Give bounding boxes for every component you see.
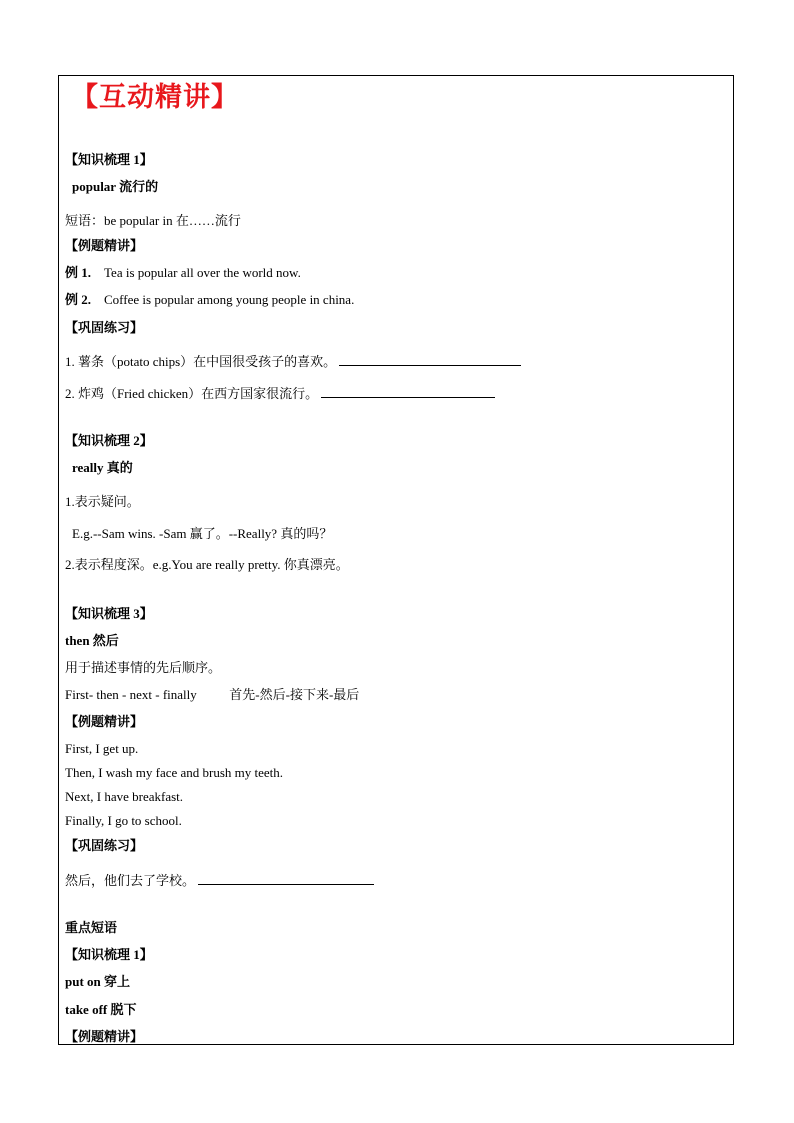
practice-item-1-text: 1. 薯条（potato chips）在中国很受孩子的喜欢。 — [65, 354, 337, 369]
practice-item-2-text: 2. 炸鸡（Fried chicken）在西方国家很流行。 — [65, 386, 319, 401]
practice-item-2 — [65, 386, 495, 402]
answer-blank-3[interactable] — [198, 873, 374, 885]
vocab-really: really 真的 — [72, 460, 133, 475]
vocab-popular: popular 流行的 — [72, 179, 159, 194]
answer-blank-1[interactable] — [339, 354, 521, 366]
examples-heading-3: 【例题精讲】 — [65, 714, 144, 729]
practice-heading-3: 【巩固练习】 — [65, 838, 144, 853]
examples-heading-1: 【例题精讲】 — [65, 238, 144, 253]
key-phrases-heading: 重点短语 — [65, 920, 118, 935]
example-line: First, I get up. — [65, 741, 139, 756]
phrase-take-off: take off 脱下 — [65, 1002, 137, 1017]
example-line: Finally, I go to school. — [65, 813, 182, 828]
sequence-en: First- then - next - finally — [65, 687, 197, 702]
vocab-then: then 然后 — [65, 633, 119, 648]
then-usage: 用于描述事情的先后顺序。 — [65, 660, 222, 675]
knowledge-heading-3: 【知识梳理 3】 — [65, 606, 153, 621]
example-line: Next, I have breakfast. — [65, 789, 184, 804]
example-2 — [65, 292, 354, 308]
practice-heading-1: 【巩固练习】 — [65, 320, 144, 335]
example-2-text: Coffee is popular among young people in china. — [104, 292, 355, 307]
knowledge-heading-4: 【知识梳理 1】 — [65, 947, 153, 962]
content-frame — [58, 75, 734, 1045]
example-line: Then, I wash my face and brush my teeth. — [65, 765, 284, 780]
practice-item-1 — [65, 354, 521, 370]
examples-heading-4: 【例题精讲】 — [65, 1029, 144, 1044]
example-1-text: Tea is popular all over the world now. — [104, 265, 301, 280]
phrase-put-on: put on 穿上 — [65, 974, 131, 989]
example-1-label: 例 1. — [65, 265, 92, 280]
example-1 — [65, 265, 301, 281]
sequence-cn: 首先-然后-接下来-最后 — [229, 687, 360, 702]
really-point-2: 2.表示程度深。e.g.You are really pretty. 你真漂亮。 — [65, 557, 349, 572]
section-title: 【互动精讲】 — [71, 82, 239, 113]
practice-item-3-text: 然后，他们去了学校。 — [65, 873, 196, 888]
really-point-1-example: E.g.--Sam wins. -Sam 赢了。--Really? 真的吗？ — [72, 526, 333, 541]
example-2-label: 例 2. — [65, 292, 92, 307]
practice-item-3 — [65, 873, 374, 889]
answer-blank-2[interactable] — [321, 386, 495, 398]
knowledge-heading-2: 【知识梳理 2】 — [65, 433, 153, 448]
sequence-line — [65, 687, 359, 703]
really-point-1: 1.表示疑问。 — [65, 494, 140, 509]
knowledge-heading-1: 【知识梳理 1】 — [65, 152, 153, 167]
phrase-popular: 短语：be popular in 在……流行 — [65, 213, 241, 228]
